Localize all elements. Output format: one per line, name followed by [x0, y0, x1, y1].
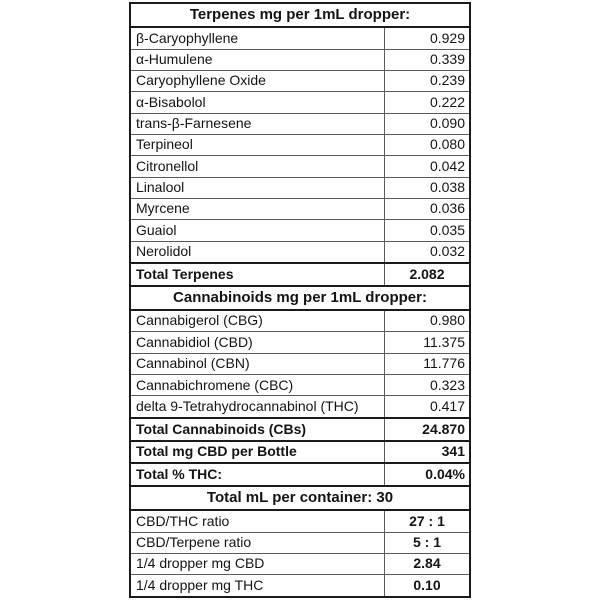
compound-name: β-Caryophyllene [130, 27, 384, 49]
cannabinoids-header-row [130, 286, 470, 310]
compound-name: Linalool [130, 177, 384, 198]
ratio-value: 27 : 1 [384, 510, 470, 532]
cannabinoid-row [130, 353, 470, 374]
compound-amount: 11.375 [384, 332, 470, 353]
compound-amount: 0.038 [384, 177, 470, 198]
compound-amount: 0.222 [384, 92, 470, 113]
compound-name: Nerolidol [130, 241, 384, 263]
total-label: Total % THC: [130, 463, 384, 486]
compound-name: Terpineol [130, 134, 384, 155]
compound-amount: 0.032 [384, 241, 470, 263]
total-cannabinoids-row [130, 418, 470, 441]
cannabinoid-row [130, 396, 470, 418]
compound-amount: 0.080 [384, 134, 470, 155]
ratio-label: 1/4 dropper mg CBD [130, 553, 384, 574]
cannabinoid-row [130, 375, 470, 396]
total-amount: 0.04% [384, 463, 470, 486]
compound-amount: 0.090 [384, 113, 470, 134]
terpenes-header-row [130, 3, 470, 27]
compound-name: delta 9-Tetrahydrocannabinol (THC) [130, 396, 384, 418]
terpene-row [130, 27, 470, 49]
compound-amount: 0.339 [384, 49, 470, 70]
ratio-value: 0.10 [384, 575, 470, 597]
compound-name: Guaiol [130, 220, 384, 241]
terpene-row [130, 49, 470, 70]
compound-name: Cannabichromene (CBC) [130, 375, 384, 396]
ratio-row [130, 553, 470, 574]
container-header-row [130, 486, 470, 510]
section-title-terpenes: Terpenes mg per 1mL dropper: [130, 3, 470, 27]
compound-amount: 0.980 [384, 310, 470, 332]
terpene-row [130, 70, 470, 91]
compound-name: α-Humulene [130, 49, 384, 70]
compound-name: Cannabinol (CBN) [130, 353, 384, 374]
ratio-label: CBD/THC ratio [130, 510, 384, 532]
compound-amount: 0.929 [384, 27, 470, 49]
ratio-row [130, 510, 470, 532]
compound-name: α-Bisabolol [130, 92, 384, 113]
terpene-row [130, 241, 470, 263]
compound-amount: 0.417 [384, 396, 470, 418]
total-amount: 341 [384, 441, 470, 464]
compound-amount: 0.036 [384, 199, 470, 220]
terpene-row [130, 134, 470, 155]
compound-name: Cannabigerol (CBG) [130, 310, 384, 332]
total-percent-thc-row [130, 463, 470, 486]
ratio-value: 5 : 1 [384, 532, 470, 553]
total-label: Total mg CBD per Bottle [130, 441, 384, 464]
terpene-row [130, 113, 470, 134]
ratio-label: CBD/Terpene ratio [130, 532, 384, 553]
terpene-row [130, 92, 470, 113]
compound-amount: 0.042 [384, 156, 470, 177]
total-amount: 2.082 [384, 263, 470, 286]
total-terpenes-row [130, 263, 470, 286]
compound-amount: 11.776 [384, 353, 470, 374]
total-cbd-per-bottle-row [130, 441, 470, 464]
compound-name: Cannabidiol (CBD) [130, 332, 384, 353]
ratio-value: 2.84 [384, 553, 470, 574]
total-label: Total Cannabinoids (CBs) [130, 418, 384, 441]
cannabinoid-row [130, 310, 470, 332]
total-label: Total Terpenes [130, 263, 384, 286]
compound-name: trans-β-Farnesene [130, 113, 384, 134]
cannabinoid-row [130, 332, 470, 353]
terpene-row [130, 156, 470, 177]
compound-amount: 0.323 [384, 375, 470, 396]
compound-amount: 0.035 [384, 220, 470, 241]
terpene-row [130, 220, 470, 241]
terpene-row [130, 177, 470, 198]
coa-table [129, 2, 471, 598]
compound-amount: 0.239 [384, 70, 470, 91]
compound-name: Caryophyllene Oxide [130, 70, 384, 91]
compound-name: Citronellol [130, 156, 384, 177]
ratio-label: 1/4 dropper mg THC [130, 575, 384, 597]
compound-name: Myrcene [130, 199, 384, 220]
total-amount: 24.870 [384, 418, 470, 441]
section-title-cannabinoids: Cannabinoids mg per 1mL dropper: [130, 286, 470, 310]
section-title-container: Total mL per container: 30 [130, 486, 470, 510]
terpene-row [130, 199, 470, 220]
ratio-row [130, 575, 470, 597]
ratio-row [130, 532, 470, 553]
